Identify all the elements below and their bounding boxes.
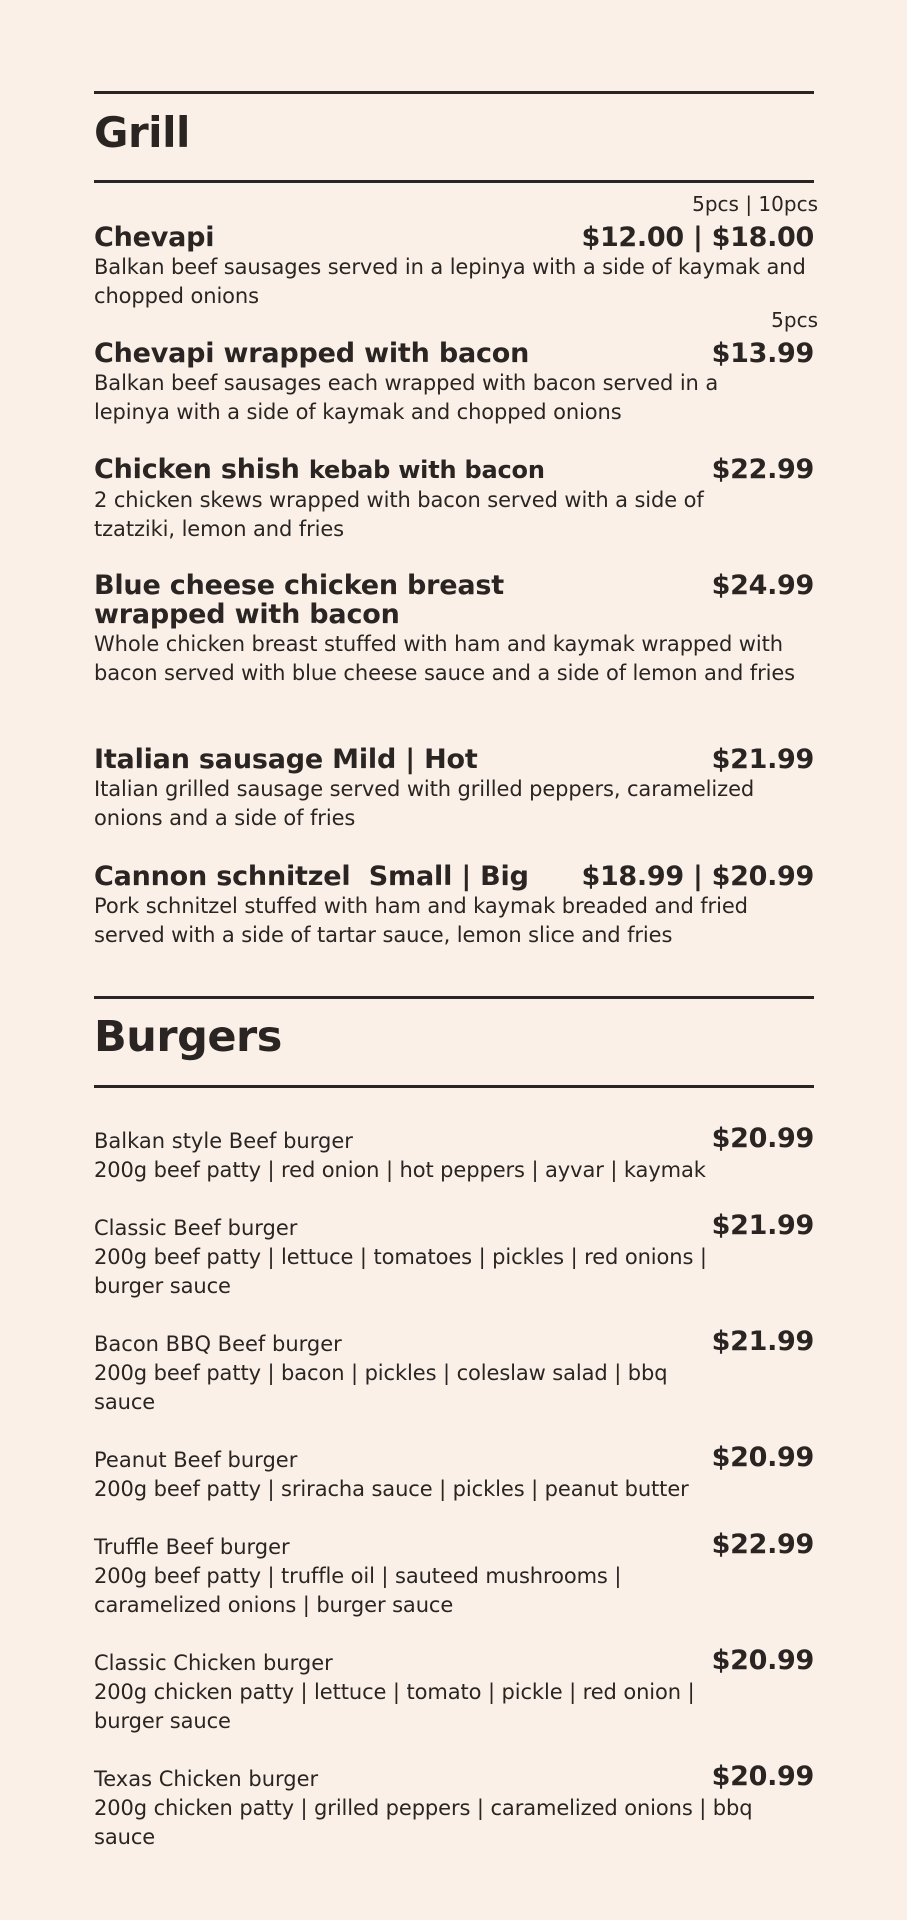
item-price: $22.99 (711, 454, 814, 485)
item-description: 2 chicken skews wrapped with bacon served with a side of tzatziki, lemon and fries (94, 488, 704, 541)
item-name: Cannon schnitzel Small | Big (94, 861, 529, 892)
burger-description: 200g beef patty | red onion | hot peppers | ayvar | kaymak (94, 1158, 706, 1182)
item-name-small: kebab with bacon (308, 456, 545, 484)
menu-item-chicken-shish-kebab (94, 455, 814, 544)
burger-description: 200g beef patty | lettuce | tomatoes | pickles | red onions | burger sauce (94, 1245, 707, 1298)
grill-section-title: Grill (94, 108, 190, 157)
portion-note: 5pcs (771, 308, 818, 332)
item-description: Balkan beef sausages each wrapped with bacon served in a lepinya with a side of kaymak and chopped onions (94, 371, 719, 424)
item-description: Pork schnitzel stuffed with ham and kaymak breaded and fried served with a side of tartar sauce, lemon slice and fries (94, 894, 748, 947)
burger-classic-chicken (94, 1645, 814, 1736)
burger-price: $20.99 (711, 1761, 814, 1792)
grill-bottom-divider (94, 180, 814, 183)
burger-price: $21.99 (711, 1210, 814, 1241)
item-price: $12.00 | $18.00 (581, 222, 814, 253)
menu-item-chevapi-bacon (94, 308, 818, 427)
burger-price: $22.99 (711, 1529, 814, 1560)
item-price: $18.99 | $20.99 (581, 861, 814, 892)
burger-name: Peanut Beef burger (94, 1448, 298, 1472)
burger-description: 200g beef patty | sriracha sauce | pickles | peanut butter (94, 1477, 689, 1501)
burger-bacon-bbq (94, 1326, 814, 1417)
portion-note: 5pcs | 10pcs (692, 192, 818, 216)
burger-price: $20.99 (711, 1645, 814, 1676)
grill-top-divider (94, 91, 814, 94)
menu-item-cannon-schnitzel (94, 862, 814, 950)
item-name: Chevapi wrapped with bacon (94, 338, 530, 369)
burger-name: Classic Chicken burger (94, 1651, 333, 1675)
menu-item-blue-cheese-chicken (94, 571, 814, 688)
burgers-section-title: Burgers (94, 1012, 282, 1062)
item-description: Italian grilled sausage served with grilled peppers, caramelized onions and a side of fries (94, 777, 755, 830)
burger-name: Classic Beef burger (94, 1216, 298, 1240)
menu-item-italian-sausage (94, 745, 814, 833)
burger-balkan-style (94, 1123, 814, 1185)
item-price: $13.99 (711, 338, 814, 369)
item-name (94, 455, 634, 485)
burger-texas-chicken (94, 1761, 814, 1852)
burger-name: Bacon BBQ Beef burger (94, 1332, 342, 1356)
item-price: $24.99 (711, 570, 814, 601)
burger-description: 200g beef patty | truffle oil | sauteed mushrooms | caramelized onions | burger sauce (94, 1564, 622, 1617)
burger-price: $21.99 (711, 1326, 814, 1357)
item-name: Italian sausage Mild | Hot (94, 744, 478, 775)
burger-truffle-beef (94, 1529, 814, 1620)
item-description: Balkan beef sausages served in a lepinya with a side of kaymak and chopped onions (94, 255, 806, 308)
burger-name: Texas Chicken burger (94, 1767, 319, 1791)
burgers-bottom-divider (94, 1085, 814, 1088)
menu-item-chevapi (94, 192, 818, 311)
burger-price: $20.99 (711, 1123, 814, 1154)
item-price: $21.99 (711, 744, 814, 775)
burger-name: Truffle Beef burger (94, 1535, 290, 1559)
item-description: Whole chicken breast stuffed with ham and kaymak wrapped with bacon served with blue cheese sauce and a side of lemon and fries (94, 632, 796, 685)
burgers-top-divider (94, 996, 814, 999)
burger-description: 200g chicken patty | grilled peppers | caramelized onions | bbq sauce (94, 1796, 753, 1849)
burger-peanut-beef (94, 1442, 814, 1504)
burger-classic-beef (94, 1210, 814, 1301)
burger-description: 200g beef patty | bacon | pickles | coleslaw salad | bbq sauce (94, 1361, 668, 1414)
item-name: Chevapi (94, 222, 215, 253)
item-name: Blue cheese chicken breast wrapped with bacon (94, 570, 505, 630)
item-name-main: Chicken shish (94, 454, 309, 485)
burger-description: 200g chicken patty | lettuce | tomato | pickle | red onion | burger sauce (94, 1680, 695, 1733)
burger-price: $20.99 (711, 1442, 814, 1473)
burger-name: Balkan style Beef burger (94, 1129, 353, 1153)
